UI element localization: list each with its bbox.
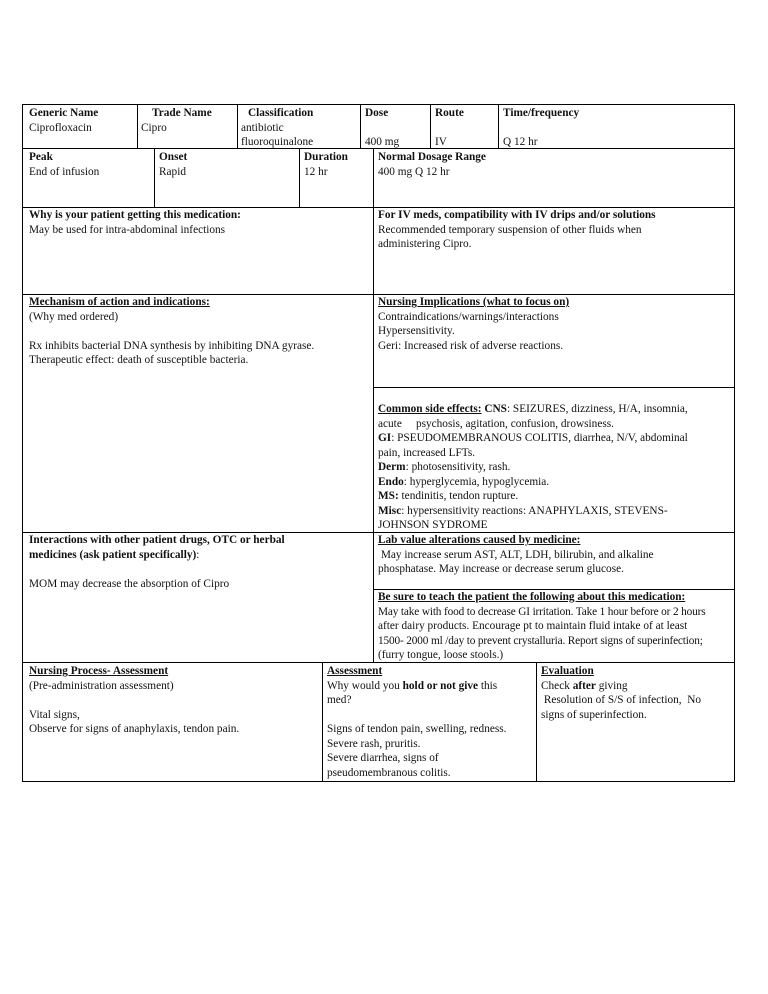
classification-value-2: fluoroquinalone <box>241 136 314 148</box>
classification-cell <box>237 106 360 150</box>
dose-label: Dose <box>365 107 389 119</box>
assessment-line: Severe rash, pruritis. <box>327 737 421 750</box>
border-top <box>22 104 735 105</box>
interactions-text: MOM may decrease the absorption of Cipro <box>29 577 230 590</box>
generic-name-label: Generic Name <box>29 107 99 119</box>
trade-name-value: Cipro <box>141 121 167 134</box>
duration-cell <box>299 150 373 179</box>
mechanism-cell <box>24 295 373 368</box>
divider <box>373 387 735 388</box>
mechanism-label: Mechanism of action and indications: <box>29 296 210 308</box>
border-bottom <box>22 781 735 782</box>
onset-label: Onset <box>159 151 188 163</box>
nursing-process-sub: (Pre-administration assessment) <box>29 679 174 692</box>
lab-values-line: phosphatase. May increase or decrease serum glucose. <box>378 563 624 575</box>
why-label: Why is your patient getting this medication: <box>29 209 241 221</box>
assessment-question: this <box>478 679 498 692</box>
nursing-process-cell <box>24 664 322 737</box>
teach-cell <box>373 590 734 663</box>
gi-label: GI <box>378 432 392 444</box>
ms-label: MS: <box>378 490 399 502</box>
classification-value-1: antibiotic <box>241 121 284 134</box>
trade-name-label: Trade Name <box>152 107 212 119</box>
misc-label: Misc <box>378 504 402 517</box>
time-value: Q 12 hr <box>503 136 538 148</box>
cns-line2: acute psychosis, agitation, confusion, drowsiness. <box>378 417 614 430</box>
nursing-implications-line: Hypersensitivity. <box>378 325 455 337</box>
misc-line2: JOHNSON SYDROME <box>378 519 488 531</box>
onset-value: Rapid <box>159 165 186 178</box>
evaluation-check: giving <box>595 679 628 692</box>
evaluation-line: signs of superinfection. <box>541 708 647 721</box>
iv-compat-cell <box>373 208 734 252</box>
assessment-line: Signs of tendon pain, swelling, redness. <box>327 723 507 735</box>
cns-label: CNS <box>484 403 507 415</box>
cns-text: : SEIZURES, dizziness, H/A, insomnia, <box>506 403 688 415</box>
border-right <box>734 104 735 781</box>
dose-value: 400 mg <box>365 136 400 148</box>
time-label: Time/frequency <box>503 107 580 119</box>
iv-compat-line: administering Cipro. <box>378 238 472 250</box>
interactions-label: Interactions with other patient drugs, OTC or herbal <box>29 534 285 546</box>
teach-line: after dairy products. Encourage pt to maintain fluid intake of at least <box>378 620 688 632</box>
gi-text: : PSEUDOMEMBRANOUS COLITIS, diarrhea, N/V, abdominal <box>391 432 688 444</box>
nursing-implications-cell <box>373 295 734 353</box>
normal-range-value: 400 mg Q 12 hr <box>378 165 450 178</box>
dose-cell <box>360 106 430 150</box>
nursing-implications-line: Geri: Increased risk of adverse reactions. <box>378 339 564 352</box>
endo-label: Endo <box>378 475 404 488</box>
nursing-process-line: Vital signs, <box>29 708 80 721</box>
evaluation-line: Resolution of S/S of infection, No <box>541 694 702 706</box>
trade-name-cell <box>137 106 237 135</box>
derm-label: Derm <box>378 461 406 473</box>
border-left <box>22 104 23 781</box>
teach-line: 1500- 2000 ml /day to prevent crystalluria. Report signs of superinfection; <box>378 634 703 647</box>
nursing-implications-label: Nursing Implications (what to focus on) <box>378 296 570 308</box>
teach-line: (furry tongue, loose stools.) <box>378 649 504 661</box>
evaluation-check: Check <box>541 679 573 692</box>
assessment-line: pseudomembranous colitis. <box>327 766 451 779</box>
endo-text: : hyperglycemia, hypoglycemia. <box>403 475 550 488</box>
teach-label: Be sure to teach the patient the following about this medication: <box>378 591 686 603</box>
assessment-label: Assessment <box>327 665 383 677</box>
time-cell <box>498 106 734 150</box>
ms-text: tendinitis, tendon rupture. <box>398 490 519 502</box>
side-effects-cell <box>373 402 734 533</box>
nursing-process-label: Nursing Process- Assessment <box>29 665 169 677</box>
why-cell <box>24 208 373 237</box>
iv-compat-label: For IV meds, compatibility with IV drips and/or solutions <box>378 209 656 221</box>
lab-values-cell <box>373 533 734 577</box>
lab-values-line: May increase serum AST, ALT, LDH, bilirubin, and alkaline <box>378 548 654 561</box>
duration-label: Duration <box>304 151 348 163</box>
interactions-label: medicines (ask patient specifically) <box>29 548 197 561</box>
peak-label: Peak <box>29 151 53 163</box>
evaluation-label: Evaluation <box>541 665 594 677</box>
evaluation-cell <box>536 664 734 722</box>
route-label: Route <box>435 107 464 119</box>
side-effects-label: Common side effects: <box>378 403 482 415</box>
assessment-cell <box>322 664 536 780</box>
interactions-colon: : <box>196 548 200 561</box>
why-text: May be used for intra-abdominal infections <box>29 223 226 236</box>
normal-range-label: Normal Dosage Range <box>378 151 486 163</box>
classification-label: Classification <box>248 107 314 119</box>
assessment-question-bold: hold or not give <box>402 679 479 692</box>
peak-value: End of infusion <box>29 165 100 178</box>
mechanism-line: Rx inhibits bacterial DNA synthesis by inhibiting DNA gyrase. <box>29 339 315 352</box>
route-cell <box>430 106 498 150</box>
mechanism-line: Therapeutic effect: death of susceptible bacteria. <box>29 354 249 366</box>
onset-cell <box>154 150 299 179</box>
gi-line2: pain, increased LFTs. <box>378 446 476 459</box>
duration-value: 12 hr <box>304 165 328 178</box>
peak-cell <box>24 150 154 179</box>
mechanism-sub: (Why med ordered) <box>29 310 119 323</box>
lab-values-label: Lab value alterations caused by medicine: <box>378 534 581 546</box>
normal-range-cell <box>373 150 734 179</box>
iv-compat-line: Recommended temporary suspension of other fluids when <box>378 223 642 236</box>
derm-text: : photosensitivity, rash. <box>405 461 511 473</box>
assessment-question: med? <box>327 694 352 706</box>
interactions-cell <box>24 533 373 591</box>
route-value: IV <box>435 136 447 148</box>
nursing-process-line: Observe for signs of anaphylaxis, tendon pain. <box>29 723 240 735</box>
generic-name-value: Ciprofloxacin <box>29 121 92 134</box>
generic-name-cell <box>24 106 137 135</box>
assessment-line: Severe diarrhea, signs of <box>327 752 439 764</box>
teach-line: May take with food to decrease GI irritation. Take 1 hour before or 2 hours <box>378 605 706 618</box>
assessment-question: Why would you <box>327 679 403 692</box>
evaluation-check-bold: after <box>572 679 596 692</box>
misc-text: : hypersensitivity reactions: ANAPHYLAXIS, STEVENS- <box>401 504 668 517</box>
nursing-implications-line: Contraindications/warnings/interactions <box>378 310 559 323</box>
